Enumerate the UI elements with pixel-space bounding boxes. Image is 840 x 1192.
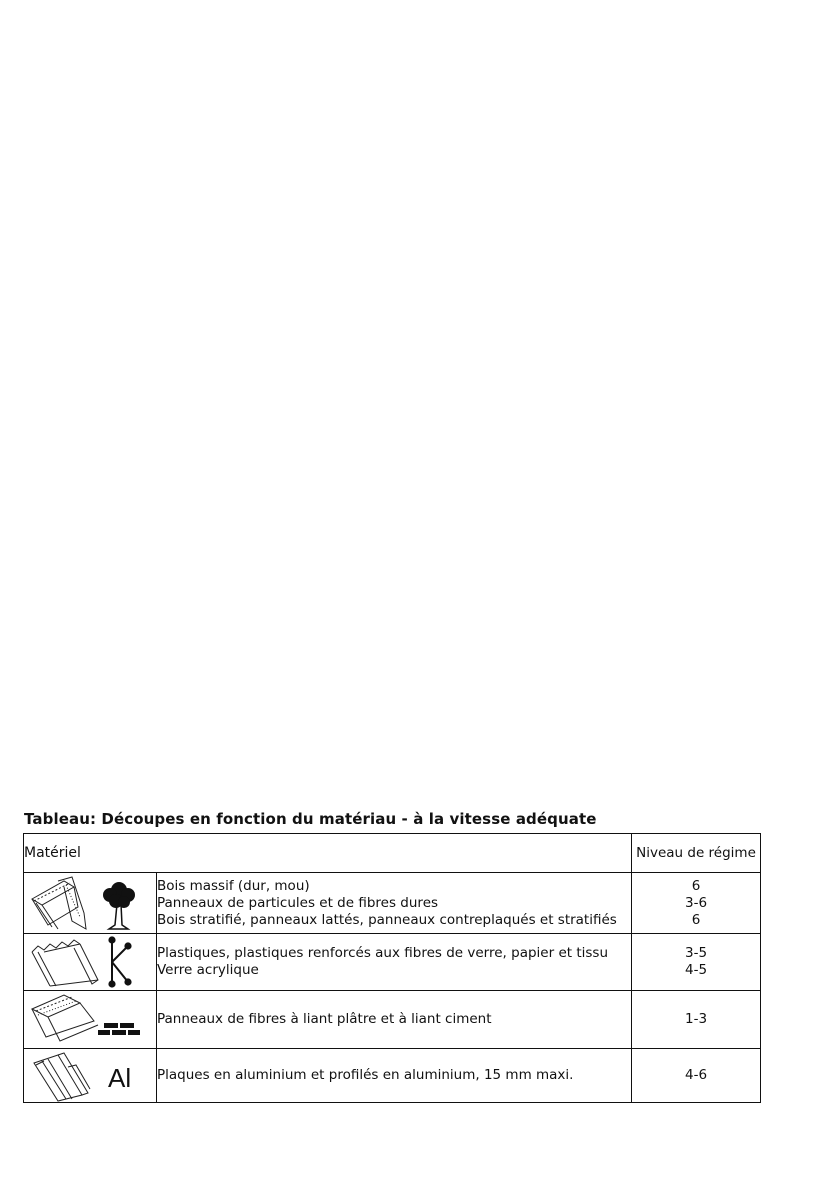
row-levels: [632, 873, 761, 934]
material-item: Plaques en aluminium et profilés en aluminium, 15 mm maxi.: [157, 1067, 574, 1083]
row-levels: [632, 991, 761, 1049]
row-levels: [632, 934, 761, 991]
tree-icon: [103, 882, 135, 929]
row-icons: [24, 991, 157, 1049]
aluminium-symbol: Al: [108, 1063, 132, 1093]
level-value: 3-6: [684, 894, 708, 911]
material-item: Panneaux de particules et de fibres dures: [157, 894, 439, 911]
plastic-panel-icon: [32, 940, 98, 986]
level-value: 4-5: [684, 962, 708, 978]
row-icons: [24, 1049, 157, 1103]
wood-panel-icon: [32, 877, 86, 929]
table-row: [24, 991, 761, 1049]
fiber-board-icon: [32, 995, 98, 1041]
aluminium-profile-icon: [34, 1053, 90, 1101]
material-item: Verre acrylique: [157, 962, 259, 978]
material-item: Bois stratifié, panneaux lattés, panneaux contreplaqués et stratifiés: [157, 911, 617, 928]
header-level: Niveau de régime: [632, 834, 761, 873]
level-value: 4-6: [684, 1067, 708, 1083]
header-material: Matériel: [24, 834, 632, 873]
row-description: [157, 873, 632, 934]
table-row: [24, 873, 761, 934]
molecule-icon: [109, 937, 130, 986]
table-header-row: [24, 834, 761, 873]
level-value: 1-3: [684, 1011, 708, 1027]
material-item: Plastiques, plastiques renforcés aux fibres de verre, papier et tissu: [157, 945, 608, 961]
level-value: 6: [691, 911, 701, 928]
row-icons: [24, 934, 157, 991]
bricks-icon: [98, 1023, 140, 1035]
level-value: 6: [691, 877, 701, 894]
row-levels: [632, 1049, 761, 1103]
row-description: [157, 991, 632, 1049]
table-caption: Tableau: Découpes en fonction du matériau - à la vitesse adéquate: [24, 810, 597, 828]
level-value: 3-5: [684, 945, 708, 961]
row-icons: [24, 873, 157, 934]
material-item: Bois massif (dur, mou): [157, 877, 310, 894]
table-row: [24, 934, 761, 991]
row-description: [157, 934, 632, 991]
material-item: Panneaux de fibres à liant plâtre et à liant ciment: [157, 1011, 492, 1027]
material-table: [23, 833, 761, 1103]
table-row: [24, 1049, 761, 1103]
row-description: [157, 1049, 632, 1103]
